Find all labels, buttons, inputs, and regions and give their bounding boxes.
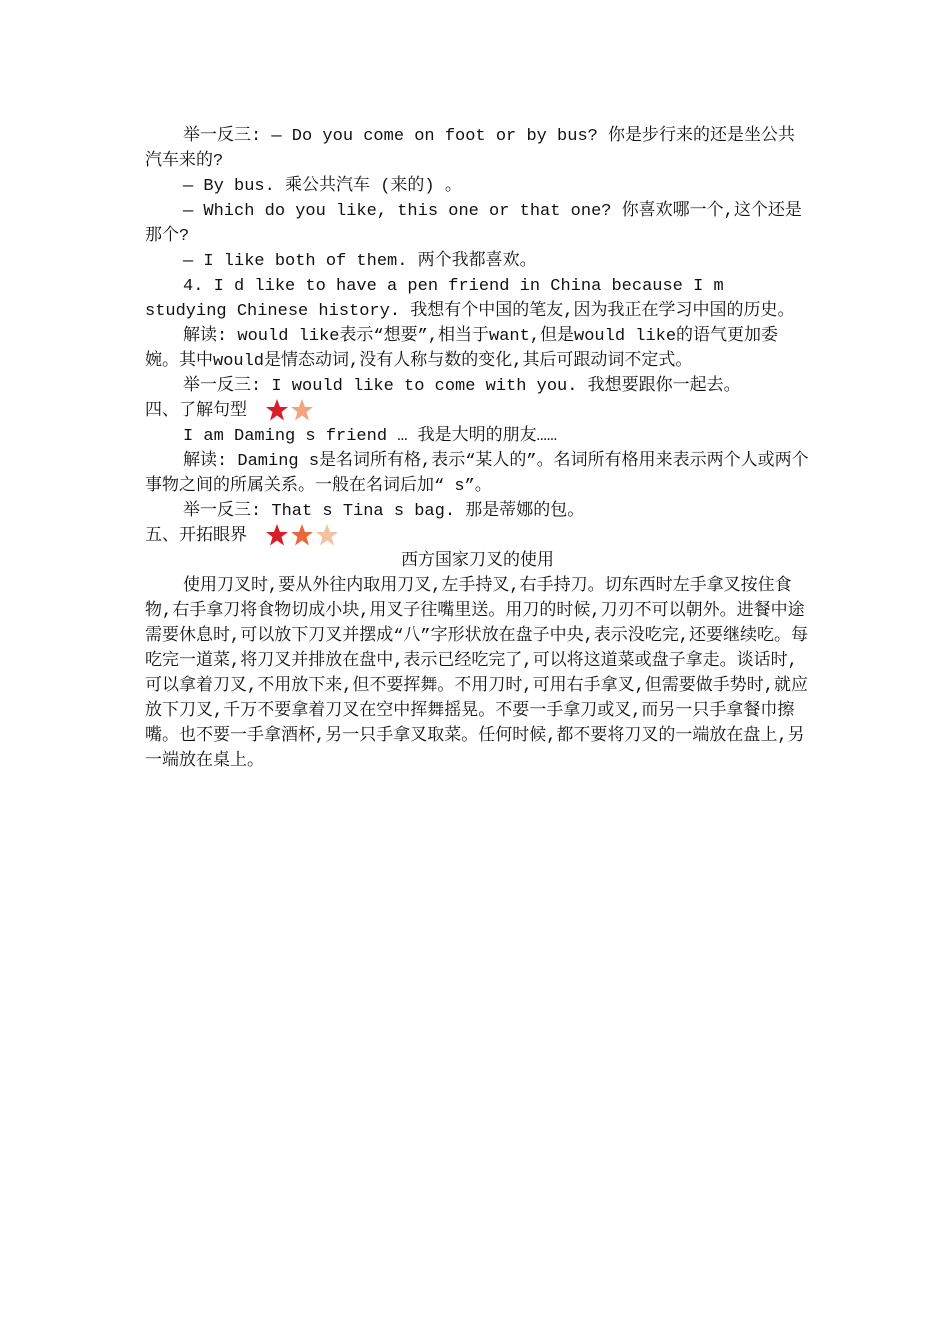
explanation-would-like: 解读: would like表示“想要”,相当于want,但是would like的语气更加委婉。其中would是情态动词,没有人称与数的变化,其后可跟动词不定式。: [145, 327, 779, 371]
section-5-heading: [145, 524, 810, 549]
document-page: [145, 124, 810, 774]
section-5-title: 五、开拓眼界: [145, 527, 247, 546]
example-line-foot-or-bus: 举一反三: — Do you come on foot or by bus? 你是步行来的还是坐公共汽车来的?: [145, 127, 796, 171]
difficulty-stars: [265, 523, 340, 547]
point-4-sentence: 4. I d like to have a pen friend in China because I m studying Chinese history. 我想有个中国的笔友,因为我正在学习中国的历史。: [145, 277, 795, 321]
section-4-title: 四、了解句型: [145, 402, 247, 421]
answer-both: — I like both of them. 两个我都喜欢。: [183, 252, 537, 271]
article-title: 西方国家刀叉的使用: [401, 552, 554, 571]
faded-star-icon: [315, 523, 339, 547]
example-line-which-one: — Which do you like, this one or that one? 你喜欢哪一个,这个还是那个?: [145, 202, 802, 246]
sentence-pattern: I am Daming s friend … 我是大明的朋友……: [183, 427, 558, 446]
example-would-like: 举一反三: I would like to come with you. 我想要跟你一起去。: [183, 377, 741, 396]
section-4-heading: [145, 399, 810, 424]
answer-by-bus: — By bus. 乘公共汽车 (来的) 。: [183, 177, 462, 196]
example-possessive: 举一反三: That s Tina s bag. 那是蒂娜的包。: [183, 502, 585, 521]
explanation-possessive: 解读: Daming s是名词所有格,表示“某人的”。名词所有格用来表示两个人或两个事物之间的所属关系。一般在名词后加“ s”。: [145, 452, 809, 496]
difficulty-stars: [265, 398, 315, 422]
red-star-icon: [265, 523, 289, 547]
orange-star-icon: [290, 523, 314, 547]
faded-star-icon: [290, 398, 314, 422]
article-body: 使用刀叉时,要从外往内取用刀叉,左手持叉,右手持刀。切东西时左手拿叉按住食物,右手拿刀将食物切成小块,用叉子往嘴里送。用刀的时候,刀刃不可以朝外。进餐中途需要休息时,可以放下刀叉并摆成“八”字形状放在盘子中央,表示没吃完,还要继续吃。每吃完一道菜,将刀叉并排放在盘中,表示已经吃完了,可以将这道菜或盘子拿走。谈话时,可以拿着刀叉,不用放下来,但不要挥舞。不用刀时,可用右手拿叉,但需要做手势时,就应放下刀叉,千万不要拿着刀叉在空中挥舞摇晃。不要一手拿刀或叉,而另一只手拿餐巾擦嘴。也不要一手拿酒杯,另一只手拿叉取菜。任何时候,都不要将刀叉的一端放在盘上,另一端放在桌上。: [145, 577, 809, 771]
red-star-icon: [265, 398, 289, 422]
